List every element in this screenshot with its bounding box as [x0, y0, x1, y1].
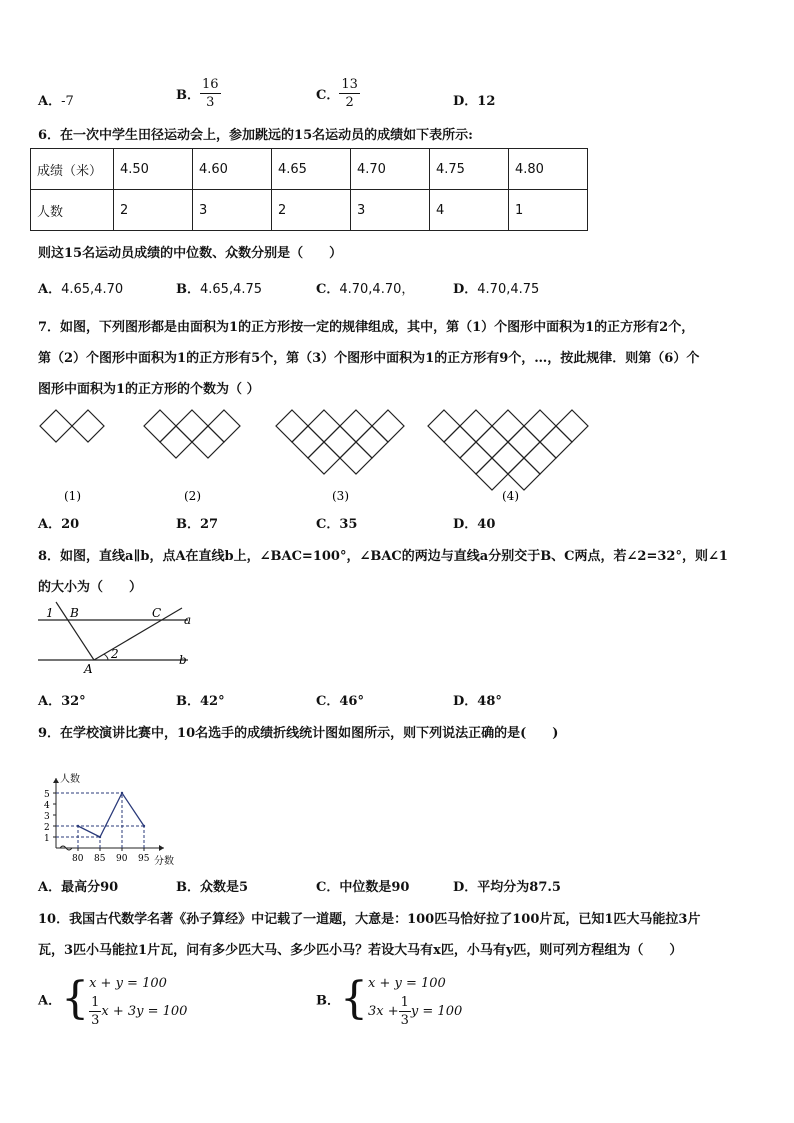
q8-option-c	[316, 690, 364, 709]
y-tick-label: 3	[44, 812, 50, 822]
option-label: D．	[453, 880, 478, 895]
q5-option-c	[316, 78, 360, 109]
option-text: 42°	[200, 694, 225, 709]
table-cell: 4.70	[351, 149, 430, 190]
option-text: 4.70,4.75	[477, 282, 540, 297]
q6-option-a	[38, 278, 123, 297]
table-cell: 4.50	[114, 149, 193, 190]
line-ac	[94, 608, 182, 660]
q9-option-d	[453, 876, 561, 895]
option-value: 12	[477, 94, 496, 109]
table-cell: 2	[114, 190, 193, 231]
q5-option-b	[176, 78, 221, 109]
angle-2-arc	[104, 654, 108, 660]
option-text: 46°	[339, 694, 364, 709]
option-text: 4.65,4.75	[200, 282, 263, 297]
denominator: 3	[400, 1013, 409, 1028]
q6-question: 则这15名运动员成绩的中位数、众数分别是（ ）	[38, 246, 343, 261]
table-row	[31, 149, 588, 190]
q6-option-d	[453, 278, 539, 297]
option-text: 27	[200, 517, 219, 532]
q10-option-b	[316, 972, 462, 1026]
data-point	[77, 825, 79, 827]
option-label: A．	[38, 880, 62, 895]
score-table	[30, 148, 588, 231]
label-B: B	[70, 606, 79, 620]
y-axis-arrow	[53, 778, 59, 783]
option-text: 中位数是90	[339, 880, 410, 895]
q8-line1: 8．如图，直线a∥b，点A在直线b上，∠BAC=100°，∠BAC的两边与直线a分别交于B、C两点，若∠2=32°，则∠1	[38, 549, 728, 564]
table-cell: 3	[193, 190, 272, 231]
label-A: A	[84, 662, 93, 676]
x-tick-label: 90	[116, 854, 128, 864]
denominator: 3	[206, 95, 215, 110]
q8-option-a	[38, 690, 86, 709]
option-label: A．	[38, 94, 62, 109]
numerator: 13	[341, 77, 358, 92]
fraction	[89, 996, 101, 1027]
option-label: A．	[38, 694, 62, 709]
table-header-cell: 成绩（米）	[31, 149, 114, 190]
q8-line2: 的大小为（ ）	[38, 580, 143, 595]
option-label: C．	[316, 880, 340, 895]
option-label: B．	[176, 282, 200, 297]
table-cell: 4.65	[272, 149, 351, 190]
q9-option-a	[38, 876, 118, 895]
q7-option-a	[38, 513, 79, 532]
y-tick-label: 1	[44, 834, 50, 844]
figure-label: (2)	[184, 489, 201, 503]
numerator: 16	[202, 77, 219, 92]
chart-series	[77, 792, 145, 838]
equation-2	[89, 996, 187, 1026]
option-text: 35	[339, 517, 358, 532]
equation-2	[368, 996, 462, 1026]
option-label: A．	[38, 993, 62, 1009]
y-tick-label: 2	[44, 823, 50, 833]
equation-rest: y = 100	[410, 1004, 463, 1019]
label-b: b	[179, 653, 187, 667]
table-cell: 4.75	[430, 149, 509, 190]
q7-figures	[30, 398, 600, 508]
option-label: C．	[316, 517, 340, 532]
equation-1: x + y = 100	[368, 976, 446, 991]
option-text: 20	[61, 517, 80, 532]
q9-option-b	[176, 876, 248, 895]
q8-option-d	[453, 690, 502, 709]
chart-ylabel: 人数	[60, 774, 80, 785]
label-C: C	[152, 606, 162, 620]
equation-1: x + y = 100	[89, 976, 167, 991]
q7-line1: 7．如图，下列图形都是由面积为1的正方形按一定的规律组成，其中，第（1）个图形中面积为1的正方形有2个，	[38, 320, 695, 335]
option-label: D．	[453, 282, 478, 297]
chart-ticks	[44, 790, 150, 864]
q10-line1: 10．我国古代数学名著《孙子算经》中记载了一道题，大意是：100匹马恰好拉了100片瓦，已知1匹大马能拉3片	[38, 912, 701, 927]
option-text: 最高分90	[61, 880, 119, 895]
chart-axes	[53, 778, 164, 851]
q9-line-chart	[34, 748, 194, 870]
table-cell: 3	[351, 190, 430, 231]
data-point	[121, 792, 123, 794]
option-label: B．	[176, 694, 200, 709]
x-tick-label: 95	[138, 854, 150, 864]
option-text: 众数是5	[200, 880, 249, 895]
q7-option-b	[176, 513, 218, 532]
figure-label: (4)	[502, 489, 519, 503]
figure-2	[144, 410, 240, 458]
denominator: 2	[345, 95, 354, 110]
data-point	[143, 825, 145, 827]
label-a: a	[184, 613, 192, 627]
option-label: C．	[316, 88, 340, 103]
figure-label: (1)	[64, 489, 81, 503]
x-tick-label: 80	[72, 854, 84, 864]
q10-option-a	[38, 972, 187, 1026]
brace-glyph: {	[340, 973, 368, 1024]
option-text: 48°	[477, 694, 502, 709]
brace-glyph: {	[61, 973, 90, 1024]
q9-option-c	[316, 876, 409, 895]
table-row	[31, 190, 588, 231]
denominator: 3	[91, 1013, 100, 1028]
x-axis-arrow	[159, 845, 164, 851]
figure-3	[276, 410, 404, 474]
square-pattern	[40, 410, 588, 490]
label-1: 1	[46, 606, 54, 620]
fraction	[200, 78, 221, 109]
q6-option-c	[316, 278, 414, 297]
option-label: B．	[176, 88, 200, 103]
q7-line3: 图形中面积为1的正方形的个数为（ ）	[38, 382, 260, 397]
series-line	[78, 793, 144, 837]
fraction	[339, 78, 360, 109]
label-2: 2	[111, 647, 119, 661]
figure-1	[40, 410, 104, 442]
data-point	[99, 836, 101, 838]
figure-4	[428, 410, 588, 490]
table-cell: 2	[272, 190, 351, 231]
option-label: A．	[38, 282, 62, 297]
chart-guides	[56, 793, 144, 848]
option-text: 32°	[61, 694, 86, 709]
equation-rest: x + 3y = 100	[101, 1004, 188, 1019]
option-text: 4.70,4.70，	[339, 282, 415, 297]
option-label: B．	[176, 880, 200, 895]
option-label: D．	[453, 94, 478, 109]
numerator: 1	[91, 995, 100, 1010]
option-text: 4.65,4.70	[61, 282, 124, 297]
equation-system	[368, 972, 462, 1026]
q9-stem: 9．在学校演讲比赛中，10名选手的成绩折线统计图如图所示，则下列说法正确的是( )	[38, 726, 559, 741]
numerator: 1	[400, 995, 409, 1010]
q7-option-d	[453, 513, 495, 532]
fraction	[399, 996, 411, 1027]
q8-option-b	[176, 690, 225, 709]
chart-xlabel: 分数	[154, 856, 174, 867]
option-label: C．	[316, 282, 340, 297]
q6-stem: 6．在一次中学生田径运动会上，参加跳远的15名运动员的成绩如下表所示:	[38, 128, 473, 143]
option-label: B．	[316, 993, 340, 1009]
option-label: A．	[38, 517, 62, 532]
table-cell: 4.60	[193, 149, 272, 190]
q5-option-a	[38, 90, 74, 109]
y-tick-label: 4	[44, 801, 50, 811]
table-cell: 4.80	[509, 149, 588, 190]
option-label: D．	[453, 517, 478, 532]
q5-option-d	[453, 90, 495, 109]
option-text: 平均分为87.5	[477, 880, 561, 895]
equation-system	[89, 972, 187, 1026]
table-cell: 1	[509, 190, 588, 231]
option-label: D．	[453, 694, 478, 709]
table-header-cell: 人数	[31, 190, 114, 231]
option-label: B．	[176, 517, 200, 532]
q7-option-c	[316, 513, 357, 532]
q10-line2: 瓦，3匹小马能拉1片瓦，问有多少匹大马、多少匹小马？若设大马有x匹，小马有y匹，则可列方程组为（ ）	[38, 943, 683, 958]
option-value: -7	[61, 94, 74, 109]
q6-option-b	[176, 278, 262, 297]
q8-figure	[34, 600, 200, 678]
equation-prefix: 3x +	[368, 1004, 399, 1019]
option-label: C．	[316, 694, 340, 709]
table-cell: 4	[430, 190, 509, 231]
q7-line2: 第（2）个图形中面积为1的正方形有5个，第（3）个图形中面积为1的正方形有9个，…，按此规律．则第（6）个	[38, 351, 700, 366]
x-tick-label: 85	[94, 854, 106, 864]
figure-label: (3)	[332, 489, 349, 503]
option-text: 40	[477, 517, 496, 532]
y-tick-label: 5	[44, 790, 50, 800]
